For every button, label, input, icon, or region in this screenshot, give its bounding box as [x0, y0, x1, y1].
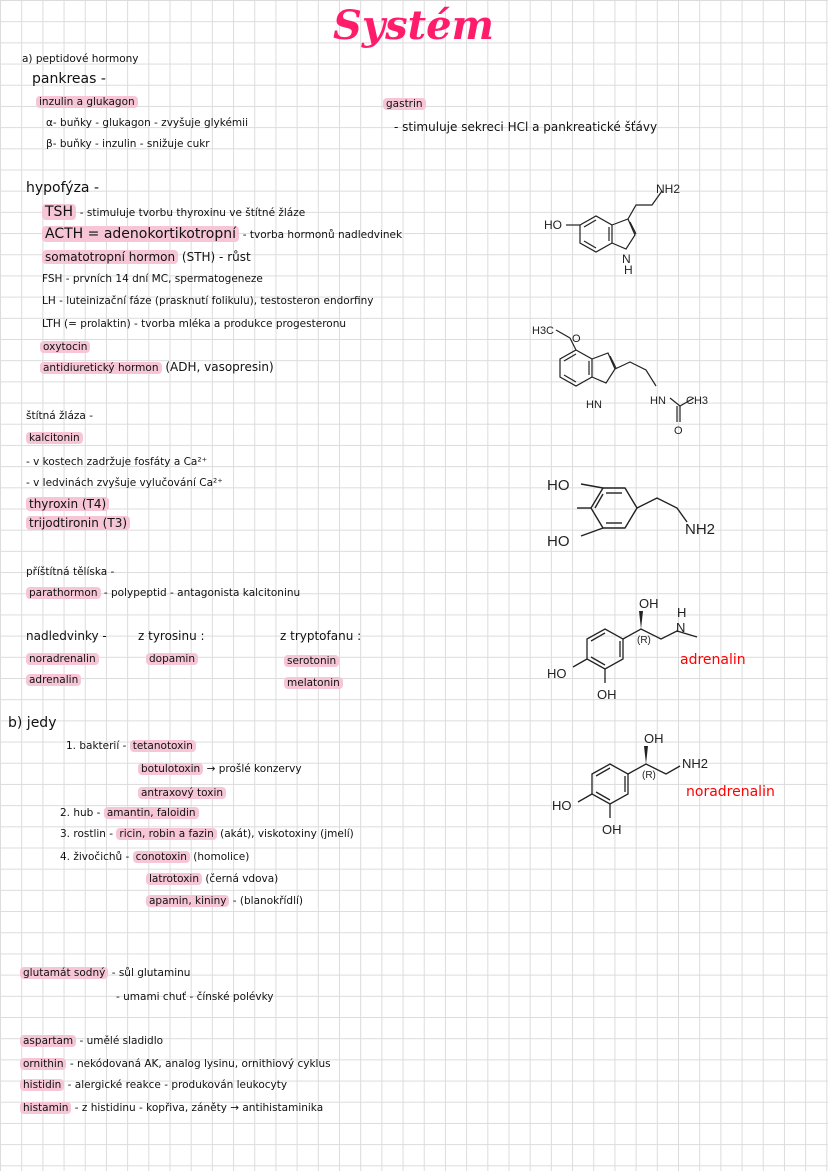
pancreas-heading: pankreas -	[32, 71, 106, 87]
stitna-t3: trijodtironin (T3)	[26, 516, 130, 530]
dopamine-ho1: HO	[547, 477, 570, 494]
ornithin-desc: - nekódovaná AK, analog lysinu, ornithiový cyklus	[69, 1058, 331, 1070]
adrenalin-ho: HO	[547, 666, 567, 681]
hypofyza-lh: LH - luteinizační fáze (prasknutí folikulu), testosteron endorfiny	[42, 295, 374, 307]
ornithin: ornithin	[20, 1058, 66, 1070]
serotonin-nh2: NH2	[656, 182, 681, 196]
hypofyza-lth: LTH (= prolaktin) - tvorba mléka a produkce progesteronu	[42, 318, 347, 330]
jedy-latrotoxin: latrotoxin	[146, 873, 202, 885]
stitna-kalcitonin: kalcitonin	[26, 432, 83, 444]
tyrosin-heading: z tyrosinu :	[138, 629, 205, 643]
section-b-label: b) jedy	[8, 715, 57, 731]
gastrin-heading: gastrin	[383, 98, 426, 110]
pancreas-line-2: α- buňky - glukagon - zvyšuje glykémii	[46, 117, 248, 129]
histamin-desc: - z histidinu - kopřiva, záněty → antihistaminika	[74, 1102, 324, 1114]
adrenalin-n: N	[676, 620, 686, 635]
hypofyza-fsh: FSH - prvních 14 dní MC, spermatogeneze	[42, 273, 263, 285]
hypofyza-sth: somatotropní hormon	[42, 250, 178, 264]
jedy-amantin: amantin, faloidin	[104, 807, 199, 819]
dopamine-nh2: NH2	[685, 521, 716, 538]
hypofyza-heading: hypofýza -	[26, 180, 100, 196]
nadledvinky-heading: nadledvinky -	[26, 629, 107, 643]
glutamat: glutamát sodný	[20, 967, 108, 979]
jedy-conotoxin: conotoxin	[133, 851, 190, 863]
melatonin-hn: HN	[586, 399, 602, 411]
jedy-latrotoxin-desc: (černá vdova)	[205, 873, 279, 885]
jedy-antrax: antraxový toxin	[138, 787, 226, 799]
tryptofan-serotonin: serotonin	[284, 655, 339, 667]
tryptofan-heading: z tryptofanu :	[280, 629, 362, 643]
noradrenalin-label: noradrenalin	[686, 784, 775, 800]
section-a-label: a) peptidové hormony	[22, 53, 139, 65]
hypofyza-sth-desc: (STH) - růst	[181, 250, 251, 264]
histidin: histidin	[20, 1079, 64, 1091]
aspartam-desc: - umělé sladidlo	[79, 1035, 164, 1047]
melatonin-structure	[530, 318, 720, 438]
glutamat-desc-2: - umami chuť - čínské polévky	[116, 991, 274, 1003]
adrenalin-h: H	[677, 605, 687, 620]
hypofyza-adh: antidiuretický hormon	[40, 362, 162, 374]
adrenalin-label: adrenalin	[680, 652, 746, 668]
hypofyza-tsh-desc: - stimuluje tvorbu thyroxinu ve štítné žláze	[79, 207, 306, 219]
stitna-heading: štítná žláza -	[26, 410, 93, 422]
nadledvinky-adrenalin: adrenalin	[26, 674, 81, 686]
serotonin-h: H	[624, 263, 633, 277]
jedy-botulotoxin: botulotoxin	[138, 763, 203, 775]
hypofyza-acth: ACTH = adenokortikotropní	[42, 226, 239, 242]
adrenalin-structure	[545, 593, 725, 708]
page-title: Systém	[333, 2, 494, 49]
jedy-rostlin: 3. rostlin -	[60, 828, 114, 840]
stitna-line-2: - v kostech zadržuje fosfáty a Ca²⁺	[26, 456, 208, 468]
jedy-bakterii: 1. bakterií -	[66, 740, 127, 752]
adrenalin-oh: OH	[639, 596, 659, 611]
glutamat-desc-1: - sůl glutaminu	[111, 967, 191, 979]
melatonin-o2: O	[674, 425, 683, 437]
noradrenalin-oh2: OH	[602, 822, 622, 837]
pristitna-parathormon: parathormon	[26, 587, 101, 599]
tryptofan-melatonin: melatonin	[284, 677, 343, 689]
adrenalin-r: (R)	[637, 635, 651, 646]
noradrenalin-r: (R)	[642, 770, 656, 781]
histamin: histamin	[20, 1102, 71, 1114]
noradrenalin-ho: HO	[552, 798, 572, 813]
hypofyza-tsh: TSH	[42, 204, 76, 220]
serotonin-ho: HO	[544, 218, 562, 232]
serotonin-structure	[540, 175, 690, 285]
jedy-conotoxin-desc: (homolice)	[193, 851, 250, 863]
pancreas-line-3: β- buňky - inzulin - snižuje cukr	[46, 138, 210, 150]
adrenalin-oh2: OH	[597, 687, 617, 702]
jedy-ricin: ricin, robin a fazin	[116, 828, 216, 840]
melatonin-hn2: HN	[650, 395, 666, 407]
jedy-botulotoxin-desc: → prošlé konzervy	[206, 763, 302, 775]
melatonin-o: O	[572, 333, 581, 345]
noradrenalin-oh: OH	[644, 731, 664, 746]
hypofyza-acth-desc: - tvorba hormonů nadledvinek	[242, 229, 403, 241]
jedy-hub: 2. hub -	[60, 807, 101, 819]
nadledvinky-noradrenalin: noradrenalin	[26, 653, 99, 665]
hypofyza-adh-desc: (ADH, vasopresin)	[165, 360, 274, 374]
stitna-line-3: - v ledvinách zvyšuje vylučování Ca²⁺	[26, 477, 223, 489]
jedy-apamin-desc: - (blanokřídlí)	[232, 895, 304, 907]
jedy-apamin: apamin, kininy	[146, 895, 229, 907]
tyrosin-dopamin: dopamin	[146, 653, 198, 665]
melatonin-h3c: H3C	[532, 325, 555, 337]
serotonin-n: N	[622, 252, 631, 266]
histidin-desc: - alergické reakce - produkován leukocyty	[67, 1079, 288, 1091]
noradrenalin-nh2: NH2	[682, 756, 709, 771]
pristitna-heading: příštítná tělíska -	[26, 566, 115, 578]
jedy-tetanotoxin: tetanotoxin	[130, 740, 196, 752]
dopamine-ho2: HO	[547, 533, 570, 550]
jedy-ricin-desc: (akát), viskotoxiny (jmelí)	[220, 828, 354, 840]
gastrin-line-1: - stimuluje sekreci HCl a pankreatické šťávy	[394, 120, 658, 134]
stitna-thyroxin: thyroxin (T4)	[26, 497, 109, 511]
jedy-zivocichu: 4. živočichů -	[60, 851, 130, 863]
pancreas-line-1: inzulin a glukagon	[36, 96, 138, 108]
hypofyza-oxytocin: oxytocin	[40, 341, 90, 353]
melatonin-ch3: CH3	[686, 395, 709, 407]
pristitna-desc: - polypeptid - antagonista kalcitoninu	[103, 587, 301, 599]
dopamine-structure	[545, 470, 735, 560]
aspartam: aspartam	[20, 1035, 76, 1047]
